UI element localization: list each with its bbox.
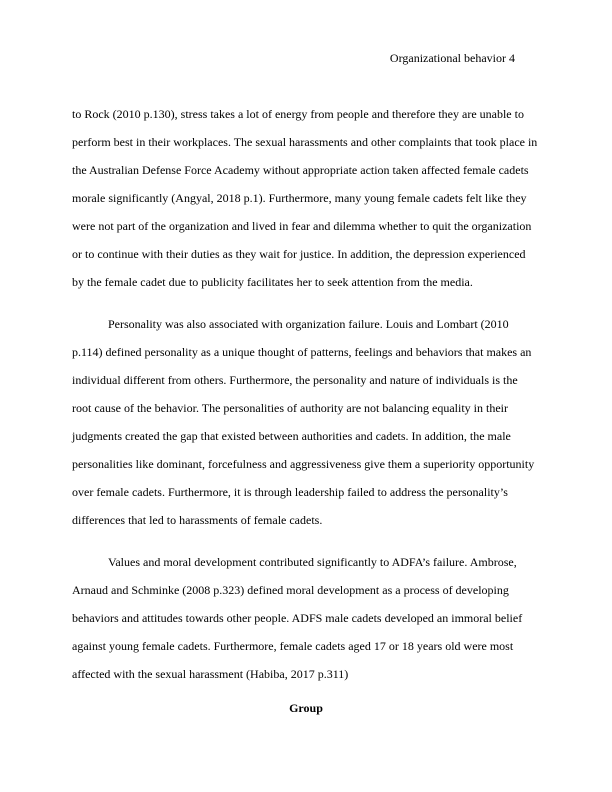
paragraph-2-line-7: over female cadets. Furthermore, it is through leadership failed to address the personality’s (72, 485, 508, 499)
paragraph-1-line-5: were not part of the organization and lived in fear and dilemma whether to quit the organization (72, 219, 532, 233)
paragraph-2-line-4: root cause of the behavior. The personalities of authority are not balancing equality in their (72, 401, 508, 415)
running-head: Organizational behavior 4 (389, 51, 515, 65)
paragraph-1-line-3: the Australian Defense Force Academy without appropriate action taken affected female cadets (72, 163, 529, 177)
section-heading: Group (289, 701, 323, 715)
paragraph-1-line-1: to Rock (2010 p.130), stress takes a lot of energy from people and therefore they are unable to (72, 107, 524, 121)
paragraph-1-line-7: by the female cadet due to publicity facilitates her to seek attention from the media. (72, 275, 473, 289)
paragraph-1-line-6: or to continue with their duties as they wait for justice. In addition, the depression experienced (72, 247, 526, 261)
paragraph-2-line-6: personalities like dominant, forcefulness and aggressiveness give them a superiority opportunity (72, 457, 535, 471)
paragraph-2-line-3: individual different from others. Furthermore, the personality and nature of individuals is the (72, 373, 518, 387)
paragraph-3-line-1: Values and moral development contributed significantly to ADFA’s failure. Ambrose, (108, 555, 517, 569)
paragraph-3-line-4: against young female cadets. Furthermore, female cadets aged 17 or 18 years old were most (72, 639, 514, 653)
paragraph-3-line-3: behaviors and attitudes towards other people. ADFS male cadets developed an immoral belief (72, 611, 523, 625)
paragraph-3-line-5: affected with the sexual harassment (Habiba, 2017 p.311) (72, 667, 349, 681)
paragraph-2-line-8: differences that led to harassments of female cadets. (72, 513, 323, 527)
paragraph-1-line-4: morale significantly (Angyal, 2018 p.1). Furthermore, many young female cadets felt like they (72, 191, 527, 205)
paragraph-3-line-2: Arnaud and Schminke (2008 p.323) defined moral development as a process of developing (72, 583, 509, 597)
paragraph-2-line-2: p.114) defined personality as a unique thought of patterns, feelings and behaviors that makes an (72, 345, 532, 359)
paragraph-2-line-5: judgments created the gap that existed between authorities and cadets. In addition, the male (72, 429, 511, 443)
paragraph-2-line-1: Personality was also associated with organization failure. Louis and Lombart (2010 (108, 317, 509, 331)
paragraph-1-line-2: perform best in their workplaces. The sexual harassments and other complaints that took place in (72, 135, 538, 149)
